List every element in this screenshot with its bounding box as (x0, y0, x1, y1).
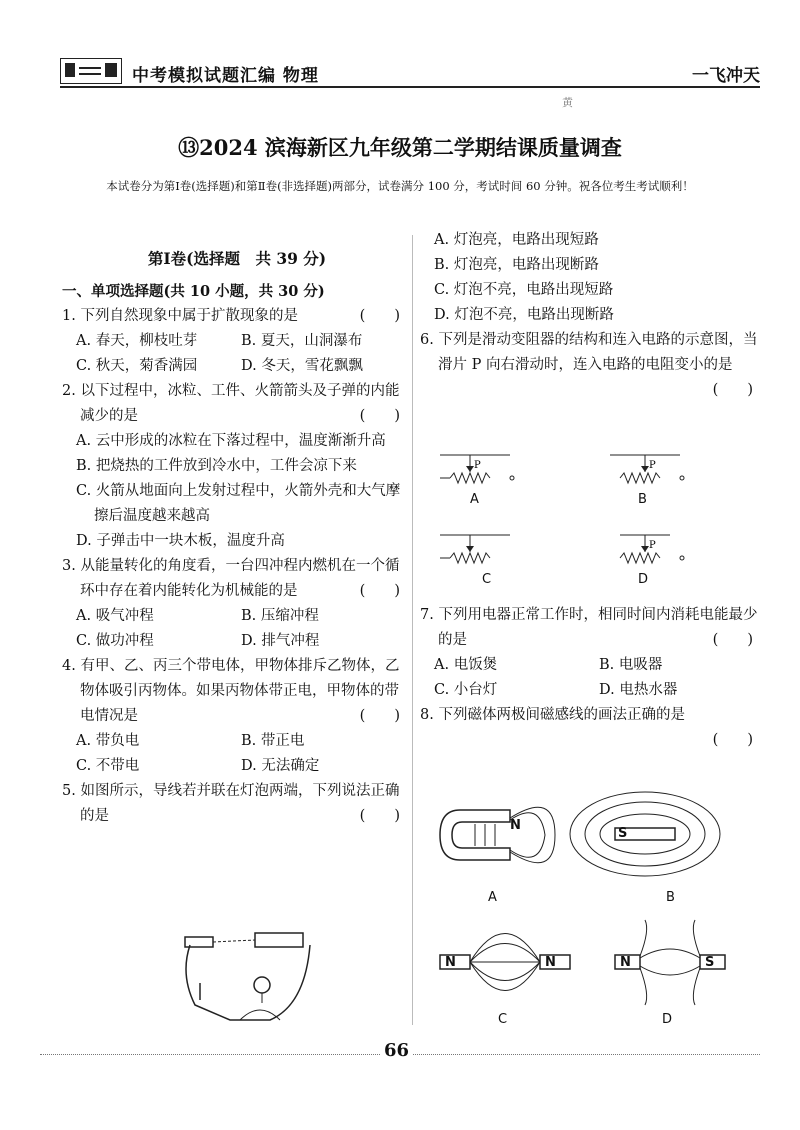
magnet-figure-a (440, 807, 555, 862)
q3-option-a[interactable]: A. 吸气冲程 (76, 608, 154, 624)
bulb-icon (254, 977, 270, 993)
pole-n-c-right: N (545, 955, 556, 970)
book-title: 中考模拟试题汇编 物理 (132, 66, 319, 86)
page-header (60, 58, 760, 88)
pole-n-d: N (620, 955, 631, 970)
magnet-label-c: C (498, 1012, 508, 1027)
magnet-figure-b (570, 792, 720, 876)
q5-option-a[interactable]: A. 灯泡亮，电路出现短路 (434, 232, 599, 248)
rheostat-label-d: D (638, 572, 649, 587)
page-number: 66 (380, 1040, 413, 1061)
question-8-paren: ( ) (712, 732, 753, 748)
series-name: 一飞冲天 (692, 66, 760, 86)
question-7-stem: 7. 下列用电器正常工作时，相同时间内消耗电能最少的是 ( ) (420, 607, 758, 648)
question-7-options-row1 (420, 653, 765, 678)
q5-option-c[interactable]: C. 灯泡不亮，电路出现短路 (434, 282, 614, 298)
q7-option-c[interactable]: C. 小台灯 (434, 682, 498, 698)
rheostat-c (440, 535, 510, 563)
question-4-options-row2 (62, 754, 412, 779)
q4-option-c[interactable]: C. 不带电 (76, 758, 140, 774)
question-6-stem: 6. 下列是滑动变阻器的结构和连入电路的示意图，当滑片 P 向右滑动时，连入电路的电阻变小的是 ( ) (420, 332, 758, 398)
question-7-options-row2 (420, 678, 765, 703)
q7-option-a[interactable]: A. 电饭煲 (434, 657, 498, 673)
column-divider (412, 235, 413, 1025)
magnet-label-b: B (666, 890, 675, 905)
rheostat-b (610, 455, 684, 483)
q5-option-d[interactable]: D. 灯泡不亮，电路出现断路 (434, 307, 614, 323)
q2-option-d[interactable]: D. 子弹击中一块木板，温度升高 (76, 533, 285, 549)
left-column (62, 242, 412, 829)
question-1-stem: 1. 下列自然现象中属于扩散现象的是 ( ) (62, 308, 400, 324)
q3-option-c[interactable]: C. 做功冲程 (76, 633, 154, 649)
q5-option-b[interactable]: B. 灯泡亮，电路出现断路 (434, 257, 599, 273)
right-column-lower (420, 603, 765, 753)
pole-s-d: S (705, 955, 715, 970)
right-column (420, 228, 765, 403)
pole-s-b: S (618, 826, 628, 841)
magnet-label-d: D (662, 1012, 673, 1027)
question-5-stem: 5. 如图所示，导线若并联在灯泡两端，下列说法正确的是 ( ) (62, 783, 400, 824)
q7-option-d[interactable]: D. 电热水器 (599, 682, 678, 698)
svg-text:P: P (649, 540, 656, 551)
exam-title: ⑬2024 滨海新区九年级第二学期结课质量调查 (178, 135, 622, 160)
question-3-stem: 3. 从能量转化的角度看，一台四冲程内燃机在一个循环中存在着内能转化为机械能的是 ( ) (62, 558, 400, 599)
question-8-stem: 8. 下列磁体两极间磁感线的画法正确的是 (420, 707, 685, 723)
q6-rheostat-figures (430, 440, 750, 590)
svg-text:P: P (649, 460, 656, 471)
question-3-options-row2 (62, 629, 412, 654)
q1-option-b[interactable]: B. 夏天，山洞瀑布 (241, 333, 363, 349)
q3-option-b[interactable]: B. 压缩冲程 (241, 608, 319, 624)
q5-circuit-figure (170, 925, 320, 1030)
rheostat-a (440, 455, 514, 483)
question-1-options-row1 (62, 329, 412, 354)
q8-magnet-figures (430, 790, 760, 1030)
q3-option-d[interactable]: D. 排气冲程 (241, 633, 320, 649)
header-divider (60, 86, 760, 88)
part-heading: 一、单项选择题(共 10 小题，共 30 分) (62, 283, 325, 300)
q4-option-b[interactable]: B. 带正电 (241, 733, 305, 749)
section-title: 第Ⅰ卷(选择题 共 39 分) (147, 249, 327, 268)
question-1-options-row2 (62, 354, 412, 379)
q2-option-b[interactable]: B. 把烧热的工件放到冷水中，工件会凉下来 (76, 458, 357, 474)
publisher-logo-icon (60, 58, 122, 84)
question-3-options-row1 (62, 604, 412, 629)
exam-instructions: 本试卷分为第Ⅰ卷(选择题)和第Ⅱ卷(非选择题)两部分，试卷满分 100 分，考试时间 60 分钟。祝各位考生考试顺利！ (106, 179, 694, 193)
magnet-label-a: A (488, 890, 497, 905)
q1-option-d[interactable]: D. 冬天，雪花飘飘 (241, 358, 363, 374)
q7-option-b[interactable]: B. 电吸器 (599, 657, 663, 673)
rheostat-label-a: A (470, 492, 479, 507)
q2-option-c[interactable]: C. 火箭从地面向上发射过程中，火箭外壳和大气摩擦后温度越来越高 (76, 483, 401, 524)
rheostat-d (620, 535, 684, 563)
q1-option-a[interactable]: A. 春天，柳枝吐芽 (76, 333, 198, 349)
q2-option-a[interactable]: A. 云中形成的冰粒在下落过程中，温度渐渐升高 (76, 433, 386, 449)
q4-option-a[interactable]: A. 带负电 (76, 733, 140, 749)
pole-n-c-left: N (445, 955, 456, 970)
svg-text:P: P (474, 460, 481, 471)
q1-option-c[interactable]: C. 秋天，菊香满园 (76, 358, 198, 374)
question-4-options-row1 (62, 729, 412, 754)
q4-option-d[interactable]: D. 无法确定 (241, 758, 320, 774)
question-2-stem: 2. 以下过程中，冰粒、工件、火箭箭头及子弹的内能减少的是 ( ) (62, 383, 400, 424)
battery-icon (255, 933, 303, 947)
pole-n-a: N (510, 818, 521, 833)
rheostat-label-b: B (638, 492, 647, 507)
question-4-stem: 4. 有甲、乙、丙三个带电体，甲物体排斥乙物体，乙物体吸引丙物体。如果丙物体带正电，甲物体的带电情况是 ( ) (62, 658, 400, 724)
ink-mark: 黄 (562, 96, 573, 109)
rheostat-label-c: C (482, 572, 492, 587)
